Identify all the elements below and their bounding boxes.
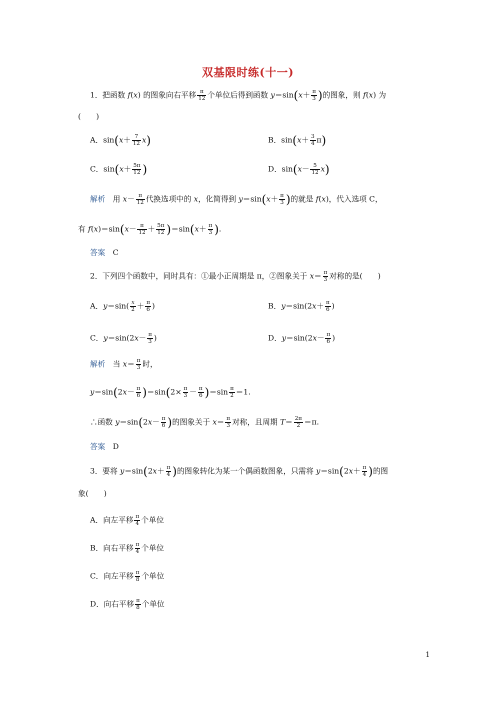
q2-option-a: A．y＝sin( $\frac{x}{2}$ ＋ $\frac{\pi}{6}$ ) bbox=[90, 300, 155, 314]
q1-stem-line1: 1．把函数 f(x) 的图象向右平移 $\frac{\pi}{12}$ 个单位后得到函数 y＝sin(x＋ $\frac{\pi}{3}$ )的图象，则 f(x) 为 bbox=[90, 88, 387, 103]
q2-option-b: B．y＝sin(2x＋ $\frac{\pi}{6}$ ) bbox=[268, 300, 335, 314]
q1-answer: 答案 C bbox=[90, 248, 119, 257]
q3-stem-line2: 象( ) bbox=[78, 489, 107, 498]
q3-stem-line1: 3．要将 y＝sin(2x＋ $\frac{\pi}{4}$ )的图象转化为某一个偶函数图象，只需将 y＝sin(2x＋ $\frac{\pi}{4}$ )的图 bbox=[90, 464, 389, 479]
q2-option-d: D．y＝sin(2x－ $\frac{\pi}{6}$ ) bbox=[268, 332, 336, 346]
page-number: 1 bbox=[425, 651, 430, 659]
q3-option-d: D．向右平移 $\frac{\pi}{8}$ 个单位 bbox=[90, 598, 165, 612]
q1-option-c: C．sin(x＋ $\frac{5\pi}{12}$ ) bbox=[90, 162, 148, 177]
q1-option-a: A．sin(x＋ $\frac{7}{12}$ x) bbox=[90, 133, 151, 148]
q2-solution-line3: ∴函数 y＝sin(2x－ $\frac{\pi}{6}$ )的图象关于 x＝ $\frac{\pi}{3}$ 对称，且周期 T＝ $\frac{2\pi}{2}$ ＝π. bbox=[90, 415, 319, 430]
q2-stem: 2．下列四个函数中，同时具有：①最小正周期是 π，②图象关于 x＝ $\frac{\pi}{3}$ 对称的是( ) bbox=[90, 270, 381, 284]
q1-solution-line1: 解析 用 x－ $\frac{\pi}{12}$ 代换选项中的 x，化简得到 y＝sin(x＋ $\frac{\pi}{3}$ )的就是 f(x)，代入选项 C， bbox=[90, 192, 383, 207]
q2-solution-line2: y＝sin(2x－ $\frac{\pi}{6}$ )＝sin(2× $\frac{\pi}{3}$ － $\frac{\pi}{6}$ )＝sin $\frac{\pi}{2}$ ＝1. bbox=[90, 385, 251, 400]
q2-answer: 答案 D bbox=[90, 442, 119, 451]
q1-solution-line2: 有 f(x)＝sin(x－ $\frac{\pi}{12}$ ＋ $\frac{5\pi}{12}$ )＝sin(x＋ $\frac{\pi}{3}$ ). bbox=[78, 222, 222, 237]
q2-solution-line1: 解析 当 x＝ $\frac{\pi}{3}$ 时， bbox=[90, 358, 158, 372]
q1-paren: ( ) bbox=[78, 112, 100, 121]
q1-option-d: D．sin(x－ $\frac{5}{12}$ x) bbox=[268, 162, 330, 177]
q3-option-a: A．向左平移 $\frac{\pi}{4}$ 个单位 bbox=[90, 514, 164, 528]
q1-option-b: B．sin(x＋ $\frac{3}{4}$ π) bbox=[268, 133, 327, 148]
fraction: $\frac{\pi}{12}$ bbox=[198, 89, 206, 103]
q3-option-b: B．向右平移 $\frac{\pi}{4}$ 个单位 bbox=[90, 542, 165, 556]
q2-option-c: C．y＝sin(2x－ $\frac{\pi}{3}$ ) bbox=[90, 332, 157, 346]
page-title: 双基限时练(十一) bbox=[202, 66, 294, 79]
q3-option-c: C．向左平移 $\frac{\pi}{8}$ 个单位 bbox=[90, 570, 165, 584]
